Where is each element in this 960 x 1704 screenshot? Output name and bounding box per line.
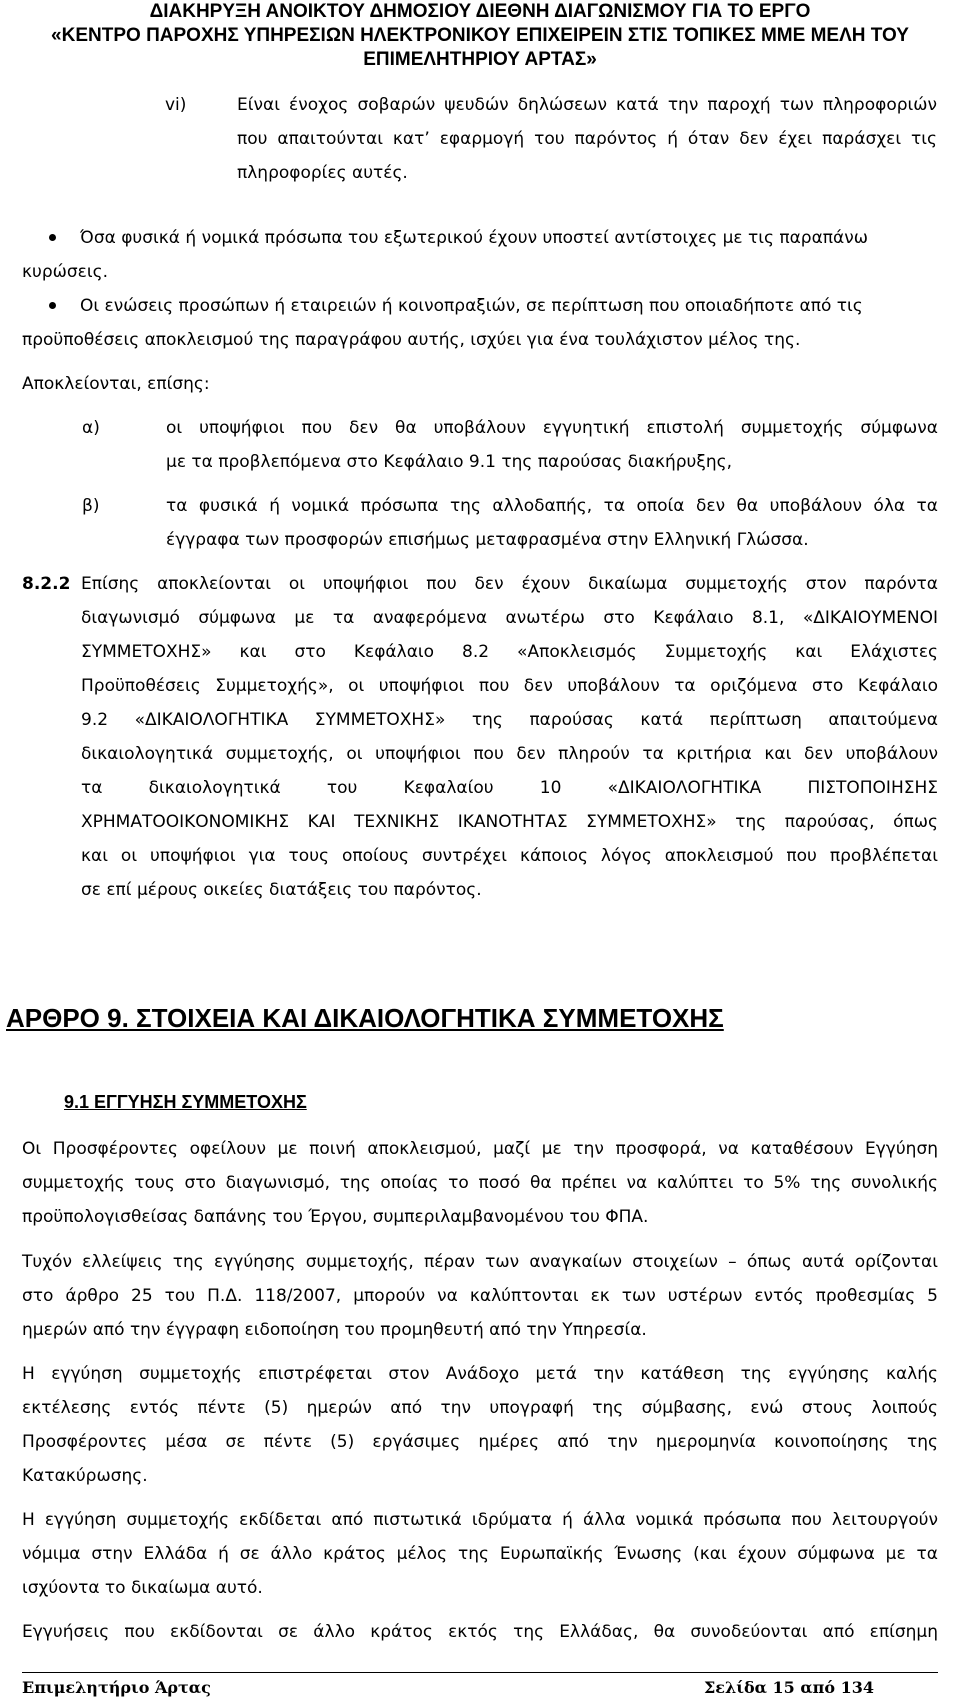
sub-item-a-line-1: οι υποψήφιοι που δεν θα υποβάλουν εγγυητική επιστολή συμμετοχής σύμφωνα: [166, 418, 938, 438]
sub-item-b-line-2: έγγραφα των προσφορών επισήμως μεταφρασμένα στην Ελληνική Γλώσσα.: [166, 530, 809, 550]
footer-rule: [22, 1672, 938, 1673]
sub-item-a-marker: α): [82, 418, 100, 438]
article-heading: ΑΡΘΡΟ 9. ΣΤΟΙΧΕΙΑ ΚΑΙ ΔΙΚΑΙΟΛΟΓΗΤΙΚΑ ΣΥΜΜΕΤΟΧΗΣ: [6, 1003, 724, 1033]
para-1-line-1: Οι Προσφέροντες οφείλουν με ποινή αποκλεισμού, μαζί με την προσφορά, να καταθέσουν Εγγύηση: [22, 1139, 938, 1159]
bullet-dot-2: [49, 302, 56, 309]
section-822-line-5: 9.2 «ΔΙΚΑΙΟΛΟΓΗΤΙΚΑ ΣΥΜΜΕΤΟΧΗΣ» της παρούσας κατά περίπτωση απαιτούμενα: [81, 710, 938, 730]
header-line-3: ΕΠΙΜΕΛΗΤΗΡΙΟΥ ΑΡΤΑΣ»: [363, 49, 597, 70]
sub-item-b-line-1: τα φυσικά ή νομικά πρόσωπα της αλλοδαπής, τα οποία δεν θα υποβάλουν όλα τα: [166, 496, 938, 516]
item-vi-line-1: Είναι ένοχος σοβαρών ψευδών δηλώσεων κατά την παροχή των πληροφοριών: [237, 95, 937, 115]
para-3-line-2: εκτέλεσης εντός πέντε (5) ημερών από την υπογραφή της σύμβασης, ενώ στους λοιπούς: [22, 1398, 938, 1418]
para-4-line-1: Η εγγύηση συμμετοχής εκδίδεται από πιστωτικά ιδρύματα ή άλλα νομικά πρόσωπα που λειτουργούν: [22, 1510, 938, 1530]
section-822-number: 8.2.2: [22, 574, 71, 594]
sub-item-b-marker: β): [82, 496, 100, 516]
bullet-dot-1: [49, 234, 56, 241]
para-3-line-4: Κατακύρωσης.: [22, 1466, 148, 1486]
bullet-2-line-1: Οι ενώσεις προσώπων ή εταιρειών ή κοινοπραξιών, σε περίπτωση που οποιαδήποτε από τις: [80, 296, 863, 316]
para-4-line-3: ισχύοντα το δικαίωμα αυτό.: [22, 1578, 263, 1598]
section-822-line-6: δικαιολογητικά συμμετοχής, οι υποψήφιοι που δεν πληρούν τα κριτήρια και δεν υποβάλουν: [81, 744, 938, 764]
footer-left: Επιμελητήριο Άρτας: [22, 1678, 211, 1697]
para-2-line-3: ημερών από την έγγραφη ειδοποίηση του προμηθευτή από την Υπηρεσία.: [22, 1320, 647, 1340]
section-822-line-8: ΧΡΗΜΑΤΟΟΙΚΟΝΟΜΙΚΗΣ ΚΑΙ ΤΕΧΝΙΚΗΣ ΙΚΑΝΟΤΗΤΑΣ ΣΥΜΜΕΤΟΧΗΣ» της παρούσας, όπως: [81, 812, 938, 832]
section-822-line-2: διαγωνισμό σύμφωνα με τα αναφερόμενα ανωτέρω στο Κεφάλαιο 8.1, «ΔΙΚΑΙΟΥΜΕΝΟΙ: [81, 608, 938, 628]
bullet-2-line-2: προϋποθέσεις αποκλεισμού της παραγράφου αυτής, ισχύει για ένα τουλάχιστον μέλος της.: [22, 330, 801, 350]
section-822-line-1: Επίσης αποκλείονται οι υποψήφιοι που δεν έχουν δικαίωμα συμμετοχής στον παρόντα: [81, 574, 938, 594]
section-822-line-3: ΣΥΜΜΕΤΟΧΗΣ» και στο Κεφάλαιο 8.2 «Αποκλεισμός Συμμετοχής και Ελάχιστες: [81, 642, 938, 662]
para-2-line-1: Τυχόν ελλείψεις της εγγύησης συμμετοχής, πέραν των αναγκαίων στοιχείων – όπως αυτά ορίζονται: [22, 1252, 938, 1272]
header-line-2: «ΚΕΝΤΡΟ ΠΑΡΟΧΗΣ ΥΠΗΡΕΣΙΩΝ ΗΛΕΚΤΡΟΝΙΚΟΥ ΕΠΙΧΕΙΡΕΙΝ ΣΤΙΣ ΤΟΠΙΚΕΣ ΜΜΕ ΜΕΛΗ ΤΟΥ: [51, 25, 909, 46]
section-822-line-4: Προϋποθέσεις Συμμετοχής», οι υποψήφιοι που δεν υποβάλουν τα οριζόμενα στο Κεφάλαιο: [81, 676, 938, 696]
item-vi-line-2: που απαιτούνται κατ’ εφαρμογή του παρόντος ή όταν δεν έχει παράσχει τις: [237, 129, 937, 149]
item-vi-marker: vi): [165, 95, 187, 115]
header-line-1: ΔΙΑΚΗΡΥΞΗ ΑΝΟΙΚΤΟΥ ΔΗΜΟΣΙΟΥ ΔΙΕΘΝΗ ΔΙΑΓΩΝΙΣΜΟΥ ΓΙΑ ΤΟ ΕΡΓΟ: [149, 1, 811, 22]
item-vi-line-3: πληροφορίες αυτές.: [237, 163, 408, 183]
para-3-line-1: Η εγγύηση συμμετοχής επιστρέφεται στον Ανάδοχο μετά την κατάθεση της εγγύησης καλής: [22, 1364, 938, 1384]
bullet-1-line-1: Όσα φυσικά ή νομικά πρόσωπα του εξωτερικού έχουν υποστεί αντίστοιχες με τις παραπάνω: [80, 228, 868, 248]
sub-heading: 9.1 ΕΓΓΥΗΣΗ ΣΥΜΜΕΤΟΧΗΣ: [64, 1092, 307, 1112]
para-5-line-1: Εγγυήσεις που εκδίδονται σε άλλο κράτος εκτός της Ελλάδας, θα συνοδεύονται από επίσημη: [22, 1622, 938, 1642]
footer-page-number: Σελίδα 15 από 134: [703, 1678, 874, 1697]
para-2-line-2: στο άρθρο 25 του Π.Δ. 118/2007, μπορούν να καλύπτονται εκ των υστέρων εντός προθεσμίας 5: [22, 1286, 938, 1306]
bullet-1-line-2: κυρώσεις.: [22, 262, 108, 282]
also-excluded-label: Αποκλείονται, επίσης:: [22, 374, 210, 394]
para-3-line-3: Προσφέροντες μέσα σε πέντε (5) εργάσιμες ημέρες από την ημερομηνία κοινοποίησης της: [22, 1432, 938, 1452]
section-822-line-9: και οι υποψήφιοι για τους οποίους συντρέχει κάποιος λόγος αποκλεισμού που προβλέπεται: [81, 846, 938, 866]
document-header: [0, 0, 960, 72]
section-822-line-10: σε επί μέρους οικείες διατάξεις του παρόντος.: [81, 880, 482, 900]
section-822-line-7: τα δικαιολογητικά του Κεφαλαίου 10 «ΔΙΚΑΙΟΛΟΓΗΤΙΚΑ ΠΙΣΤΟΠΟΙΗΣΗΣ: [81, 778, 938, 798]
para-4-line-2: νόμιμα στην Ελλάδα ή σε άλλο κράτος μέλος της Ευρωπαϊκής Ένωσης (και έχουν σύμφωνα με τα: [22, 1544, 938, 1564]
sub-item-a-line-2: με τα προβλεπόμενα στο Κεφάλαιο 9.1 της παρούσας διακήρυξης,: [166, 452, 732, 472]
para-1-line-3: προϋπολογισθείσας δαπάνης του Έργου, συμπεριλαμβανομένου του ΦΠΑ.: [22, 1207, 649, 1227]
para-1-line-2: συμμετοχής τους στο διαγωνισμό, της οποίας το ποσό θα πρέπει να καλύπτει το 5% της συνολικής: [22, 1173, 938, 1193]
